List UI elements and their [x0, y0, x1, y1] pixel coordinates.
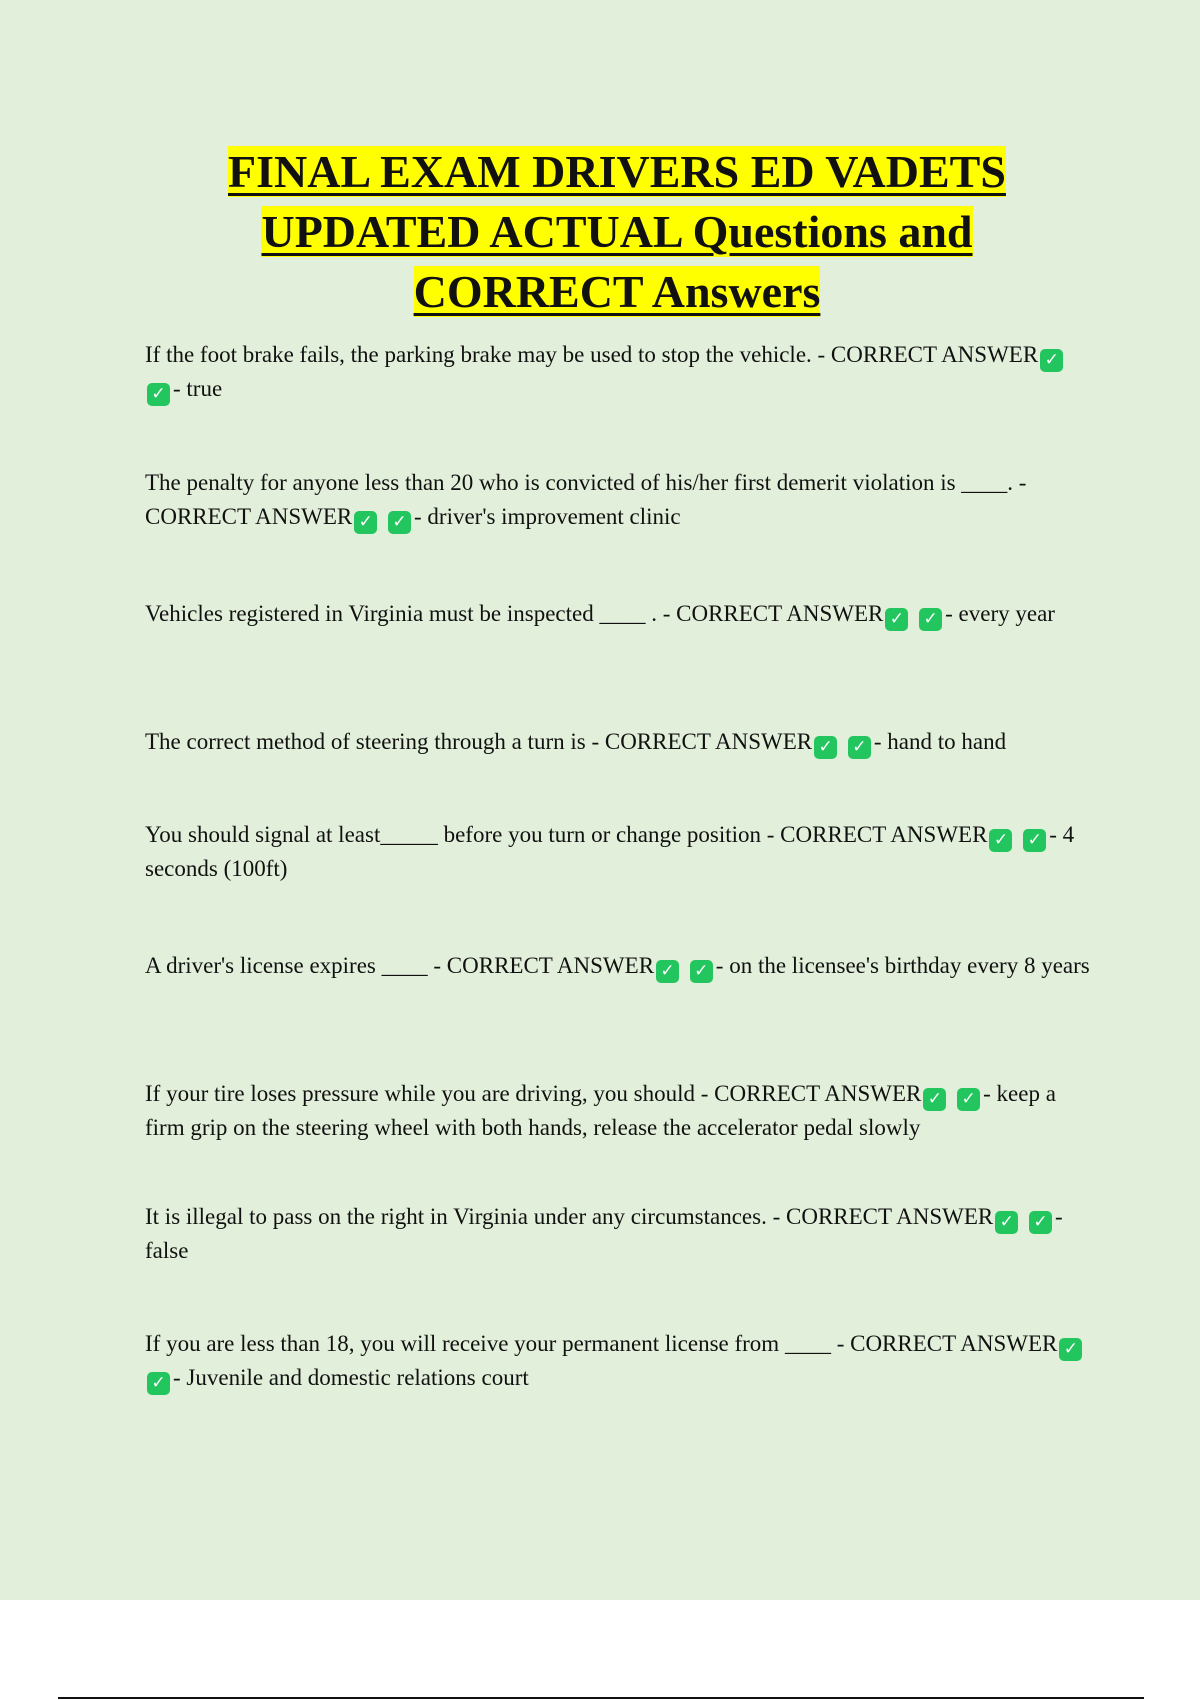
question-text: Vehicles registered in Virginia must be inspected ____ . - CORRECT ANSWER [145, 601, 884, 626]
answer-text: - driver's improvement clinic [414, 504, 681, 529]
check-icon: ✓ [1023, 829, 1046, 852]
check-icon: ✓ [147, 383, 170, 406]
qa-item [145, 1077, 1095, 1145]
check-icon: ✓ [1040, 349, 1063, 372]
qa-item [145, 818, 1095, 886]
check-icon: ✓ [147, 1372, 170, 1395]
check-icon: ✓ [848, 736, 871, 759]
answer-text: - on the licensee's birthday every 8 years [715, 953, 1090, 978]
question-text: If the foot brake fails, the parking brake may be used to stop the vehicle. - CORRECT ANSWER [145, 342, 1039, 367]
qa-item [145, 949, 1095, 983]
check-icon: ✓ [814, 736, 837, 759]
qa-item [145, 1200, 1095, 1268]
check-icon: ✓ [656, 960, 679, 983]
check-icon: ✓ [690, 960, 713, 983]
question-text: If you are less than 18, you will receive your permanent license from ____ - CORRECT ANSWER [145, 1331, 1058, 1356]
check-icon: ✓ [354, 511, 377, 534]
qa-item [145, 1327, 1095, 1395]
title-line-2: UPDATED ACTUAL Questions and [261, 206, 973, 257]
answer-text: - every year [945, 601, 1055, 626]
qa-item [145, 597, 1095, 631]
answer-text: - keep a firm grip on the steering wheel with both hands, release the accelerator pedal slowly [145, 1081, 1056, 1140]
question-text: If your tire loses pressure while you are driving, you should - CORRECT ANSWER [145, 1081, 922, 1106]
answer-text: - false [145, 1204, 1063, 1263]
check-icon: ✓ [995, 1211, 1018, 1234]
title-line-3: CORRECT Answers [413, 266, 821, 317]
qa-item [145, 466, 1095, 534]
footer-divider [58, 1697, 1144, 1699]
document-title [100, 142, 1134, 322]
answer-text: - hand to hand [873, 729, 1007, 754]
check-icon: ✓ [957, 1088, 980, 1111]
qa-item [145, 725, 1095, 759]
answer-text: - true [173, 376, 223, 401]
answer-text: - 4 seconds (100ft) [145, 822, 1075, 881]
question-text: The correct method of steering through a turn is - CORRECT ANSWER [145, 729, 813, 754]
question-text: The penalty for anyone less than 20 who is convicted of his/her first demerit violation is ____. - CORRECT ANSWER [145, 470, 1027, 529]
check-icon: ✓ [1029, 1211, 1052, 1234]
question-text: A driver's license expires ____ - CORRECT ANSWER [145, 953, 655, 978]
check-icon: ✓ [989, 829, 1012, 852]
question-text: It is illegal to pass on the right in Virginia under any circumstances. - CORRECT ANSWER [145, 1204, 994, 1229]
check-icon: ✓ [923, 1088, 946, 1111]
check-icon: ✓ [1059, 1338, 1082, 1361]
qa-item [145, 338, 1095, 406]
check-icon: ✓ [388, 511, 411, 534]
title-line-1: FINAL EXAM DRIVERS ED VADETS [228, 146, 1006, 197]
check-icon: ✓ [919, 608, 942, 631]
answer-text: - Juvenile and domestic relations court [173, 1365, 529, 1390]
check-icon: ✓ [885, 608, 908, 631]
question-text: You should signal at least_____ before you turn or change position - CORRECT ANSWER [145, 822, 988, 847]
